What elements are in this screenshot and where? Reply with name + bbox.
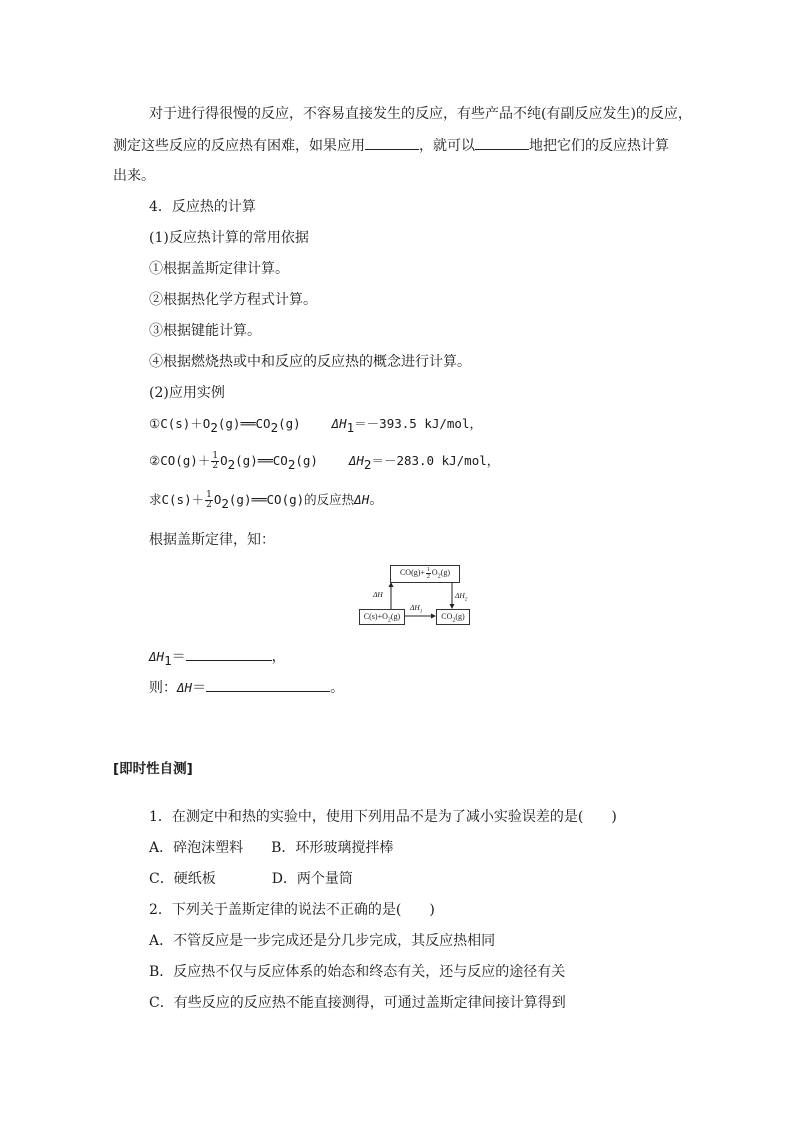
fraction-numerator: 1	[212, 450, 219, 461]
hess-cycle-diagram	[355, 563, 475, 627]
eq-text: (g)══CO	[235, 453, 288, 468]
question-line	[149, 488, 383, 516]
diagram-text: CO	[441, 612, 453, 621]
fraction	[205, 491, 213, 510]
question-2-option-a: A．不管反应是一步完成还是分几步完成，其反应热相同	[149, 933, 496, 949]
eq-subscript: 2	[270, 419, 279, 435]
answer-line-1	[149, 646, 286, 671]
fraction-numerator: 1	[206, 489, 212, 500]
delta-h: ΔH	[331, 416, 347, 431]
question-1-options-cd: C．硬纸板 D．两个量筒	[149, 871, 353, 887]
label-delta-h2	[455, 591, 467, 603]
paragraph-text: 测定这些反应的反应热有困难，如果应用	[113, 138, 365, 154]
paragraph-text: ，就可以	[419, 138, 475, 154]
equation-1	[149, 414, 482, 438]
label-delta-h1	[410, 603, 422, 615]
eq-text: ①C(s)＋O	[149, 416, 211, 431]
self-test-title: [即时性自测]	[113, 761, 193, 777]
fill-blank[interactable]	[206, 677, 330, 692]
diagram-text: (g)	[390, 612, 401, 621]
eq-subscript: 2	[363, 456, 372, 472]
list-item: ②根据热化学方程式计算。	[149, 292, 317, 308]
question-1-options-ab: A．碎泡沫塑料 B．环形玻璃搅拌棒	[149, 840, 394, 856]
eq-text: (g)	[295, 453, 318, 468]
question-2-option-b: B．反应热不仅与反应体系的始态和终态有关，还与反应的途径有关	[149, 964, 566, 980]
eq-text: O	[213, 492, 222, 507]
label-subscript: 2	[464, 597, 468, 603]
eq-text: ，	[271, 649, 286, 665]
eq-text: (g)══CO	[217, 416, 271, 431]
label-delta-h: ΔH	[373, 590, 383, 599]
equation-2	[149, 449, 499, 477]
fraction-denominator: 2	[426, 573, 430, 580]
eq-text: 。	[369, 492, 384, 508]
eq-subscript: 1	[164, 652, 172, 668]
fill-blank[interactable]	[475, 135, 529, 150]
list-item: ③根据键能计算。	[149, 323, 261, 339]
diagram-text: CO(g)+	[399, 568, 425, 577]
label-text: ΔH	[410, 603, 420, 612]
list-item: ④根据燃烧热或中和反应的反应热的概念进行计算。	[149, 354, 471, 370]
question-2: 2．下列关于盖斯定律的说法不正确的是( )	[149, 902, 435, 918]
eq-text: O	[220, 453, 228, 468]
paragraph-line-1: 对于进行得很慢的反应，不容易直接发生的反应，有些产品不纯(有副反应发生)的反应，	[149, 106, 692, 122]
eq-text: ＝	[171, 649, 186, 665]
eq-subscript: 2	[221, 495, 229, 511]
question-2-option-c: C．有些反应的反应热不能直接测得，可通过盖斯定律间接计算得到	[149, 995, 566, 1011]
delta-h: ΔH	[149, 649, 165, 664]
eq-value: ＝－393.5 kJ/mol，	[354, 416, 482, 431]
eq-text: (g)	[278, 416, 301, 431]
eq-subscript: 2	[210, 419, 218, 435]
fraction-denominator: 2	[206, 499, 212, 510]
eq-text: 求C(s)＋	[149, 492, 205, 507]
fill-blank[interactable]	[186, 646, 272, 661]
eq-text: 。	[330, 680, 345, 696]
eq-text: ②CO(g)＋	[149, 453, 211, 468]
diagram-subscript: 2	[452, 617, 456, 624]
diagram-subscript: 2	[387, 617, 391, 624]
paragraph-text: 地把它们的反应热计算	[529, 138, 669, 154]
hess-intro: 根据盖斯定律，知：	[149, 532, 275, 548]
paragraph-line-2	[113, 135, 669, 156]
eq-text: 则：	[149, 680, 177, 696]
eq-subscript: 2	[227, 456, 236, 472]
label-text: ΔH	[455, 591, 465, 600]
diagram-text: (g)	[440, 568, 451, 577]
subsection-title: (1)反应热计算的常用依据	[149, 230, 309, 246]
diagram-text: C(s)+O	[363, 612, 388, 621]
fraction	[211, 452, 219, 471]
fill-blank[interactable]	[365, 135, 419, 150]
question-1: 1．在测定中和热的实验中，使用下列用品不是为了减小实验误差的是( )	[149, 809, 617, 825]
diagram-text: O	[431, 568, 438, 577]
eq-subscript: 2	[287, 456, 296, 472]
delta-h: ΔH	[354, 492, 370, 507]
eq-text: (g)══CO(g)的反应热	[228, 492, 355, 507]
paragraph-line-3: 出来。	[113, 168, 155, 184]
subsection-title: (2)应用实例	[149, 385, 225, 401]
eq-value: ＝－283.0 kJ/mol，	[371, 453, 500, 468]
fraction-denominator: 2	[212, 460, 219, 471]
delta-h: ΔH	[348, 453, 364, 468]
eq-subscript: 1	[346, 419, 355, 435]
diagram-text: (g)	[455, 612, 465, 621]
fraction-numerator: 1	[426, 566, 430, 573]
list-item: ①根据盖斯定律计算。	[149, 261, 289, 277]
eq-text: ＝	[192, 680, 207, 696]
diagram-subscript: 2	[437, 573, 441, 580]
delta-h: ΔH	[177, 680, 193, 695]
label-subscript: 1	[419, 609, 423, 615]
answer-line-2	[149, 677, 344, 698]
section-title: 4．反应热的计算	[149, 199, 256, 215]
